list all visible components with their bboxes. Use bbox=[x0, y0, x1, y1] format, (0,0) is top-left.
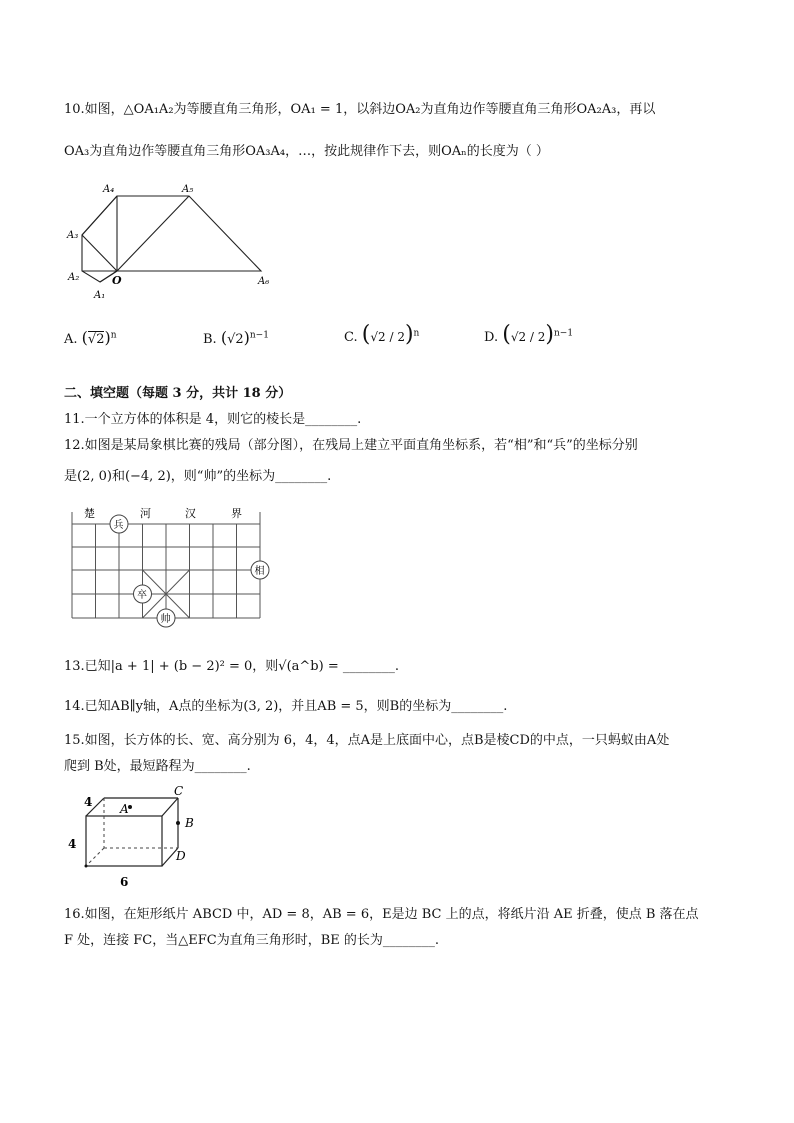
label-o: O bbox=[112, 274, 122, 287]
choice-a[interactable]: A. $(√2)^n$ bbox=[64, 328, 117, 347]
label-a5: A₅ bbox=[182, 184, 194, 195]
choice-d-letter: D. bbox=[484, 330, 499, 345]
piece-bing bbox=[110, 515, 128, 533]
choice-b-base: √2 bbox=[227, 332, 244, 347]
choice-b-letter: B. bbox=[203, 332, 217, 347]
cuboid-figure bbox=[64, 782, 214, 892]
q16-line2: F 处，连接 FC，当△EFC为直角三角形时，BE 的长为________. bbox=[64, 933, 440, 948]
board-header-chu: 楚 bbox=[84, 507, 95, 520]
label-a: A bbox=[120, 802, 129, 816]
point-b bbox=[176, 821, 180, 825]
q12-line1: 12.如图是某局象棋比赛的残局（部分图），在残局上建立平面直角坐标系，若“相”和“兵”的坐标分别 bbox=[64, 438, 638, 453]
choice-d[interactable]: D. (√2 / 2)$^{n-1}$ bbox=[484, 322, 574, 347]
choice-b-exp: n−1 bbox=[249, 330, 269, 341]
label-a3: A₃ bbox=[67, 230, 79, 241]
q10-line2: OA₃为直角边作等腰直角三角形OA₃A₄，…，按此规律作下去，则OAₙ的长度为（ ） bbox=[64, 144, 549, 159]
choice-a-base: √2 bbox=[87, 332, 105, 347]
label-c: C bbox=[174, 784, 184, 798]
label-b: B bbox=[185, 816, 194, 830]
label-a2: A₂ bbox=[68, 272, 80, 283]
choice-d-base: √2 / 2 bbox=[510, 330, 546, 344]
q12-line2: 是(2, 0)和(−4, 2)，则“帅”的坐标为________. bbox=[64, 469, 332, 484]
label-height: 4 bbox=[68, 837, 77, 851]
board-header-he: 河 bbox=[140, 507, 151, 520]
svg-text:卒: 卒 bbox=[137, 590, 147, 601]
piece-xiang bbox=[251, 561, 269, 579]
q13-text: 13.已知|a + 1| + (b − 2)² = 0，则√(a^b) = ________. bbox=[64, 659, 399, 674]
choice-c-base: √2 / 2 bbox=[370, 330, 405, 344]
piece-zu bbox=[134, 585, 152, 603]
q15-line2: 爬到 B处，最短路程为________. bbox=[64, 759, 251, 774]
svg-text:帅: 帅 bbox=[160, 614, 171, 625]
label-a1: A₁ bbox=[94, 290, 106, 301]
q11-text: 11.一个立方体的体积是 4，则它的棱长是________. bbox=[64, 412, 362, 427]
chess-board bbox=[66, 500, 276, 632]
label-d: D bbox=[176, 849, 186, 863]
label-width: 4 bbox=[84, 795, 93, 809]
choice-c-exp: n bbox=[413, 328, 420, 339]
svg-text:相: 相 bbox=[254, 566, 265, 577]
piece-shuai bbox=[157, 609, 175, 627]
section-title: 二、填空题（每题 3 分，共计 18 分） bbox=[64, 386, 292, 401]
choice-a-exp: n bbox=[110, 330, 117, 341]
label-a4: A₄ bbox=[103, 184, 115, 195]
choice-c-letter: C. bbox=[344, 330, 358, 345]
svg-text:兵: 兵 bbox=[113, 520, 124, 531]
choice-d-exp: n−1 bbox=[554, 328, 574, 339]
choice-b[interactable]: B. $(√2)^{n-1}$ bbox=[203, 328, 269, 347]
choice-a-letter: A. bbox=[64, 332, 78, 347]
choice-c[interactable]: C. (√2 / 2)$^n$ bbox=[344, 322, 420, 347]
q10-figure bbox=[62, 178, 282, 306]
q15-line1: 15.如图，长方体的长、宽、高分别为 6，4，4，点A是上底面中心，点B是棱CD的中点，一只蚂蚁由A处 bbox=[64, 733, 670, 748]
q14-text: 14.已知AB∥y轴，A点的坐标为(3, 2)，并且AB = 5，则B的坐标为________. bbox=[64, 699, 508, 714]
label-a6: A₆ bbox=[258, 276, 270, 287]
label-length: 6 bbox=[120, 875, 129, 889]
board-header-han: 汉 bbox=[185, 507, 196, 520]
board-header-jie: 界 bbox=[231, 507, 242, 520]
q10-line1: 10.如图，△OA₁A₂为等腰直角三角形，OA₁ = 1，以斜边OA₂为直角边作等腰直角三角形OA₂A₃，再以 bbox=[64, 102, 656, 117]
q16-line1: 16.如图，在矩形纸片 ABCD 中，AD = 8，AB = 6，E是边 BC 上的点，将纸片沿 AE 折叠，使点 B 落在点 bbox=[64, 907, 699, 922]
